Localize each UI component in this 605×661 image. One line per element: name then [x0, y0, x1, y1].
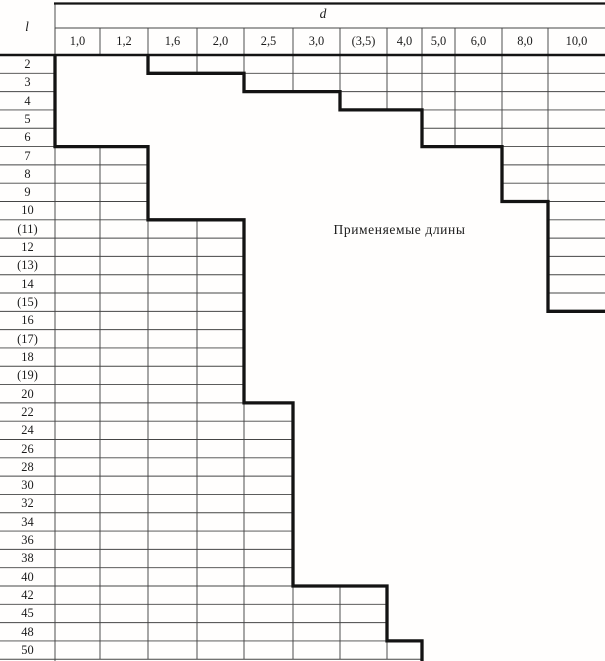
row-label: (13) — [17, 258, 38, 273]
row-label: (19) — [17, 368, 38, 383]
row-label: 38 — [21, 551, 34, 566]
row-label: 18 — [21, 349, 34, 364]
row-label: 9 — [24, 185, 31, 200]
row-label: 10 — [21, 203, 34, 218]
row-label: 30 — [21, 478, 34, 493]
row-label: 5 — [24, 111, 31, 126]
row-label: 22 — [21, 404, 34, 419]
col-header: 1,6 — [164, 34, 181, 48]
row-label: 3 — [24, 75, 31, 90]
col-header: 2,5 — [260, 34, 277, 48]
diameter-axis-label: d — [319, 6, 327, 21]
row-label: (15) — [17, 295, 38, 310]
row-label: (11) — [17, 221, 38, 236]
row-label: 40 — [21, 569, 34, 584]
row-label: 2 — [24, 57, 31, 71]
row-label: 45 — [21, 606, 34, 621]
col-header: 3,0 — [308, 34, 325, 48]
col-header: 10,0 — [565, 34, 588, 48]
row-label: 8 — [24, 166, 31, 181]
col-header: 2,0 — [212, 34, 229, 48]
row-label: 12 — [21, 240, 34, 255]
row-label: (17) — [17, 331, 38, 346]
col-header: (3,5) — [351, 34, 376, 48]
row-label: 20 — [21, 386, 34, 401]
row-label: 14 — [21, 276, 34, 291]
row-label: 6 — [24, 130, 31, 145]
length-axis-label: l — [25, 19, 29, 34]
col-header: 1,0 — [69, 34, 86, 48]
col-header: 5,0 — [430, 34, 447, 48]
col-header: 6,0 — [470, 34, 487, 48]
row-label: 36 — [21, 533, 34, 548]
row-label: 26 — [21, 441, 34, 456]
row-label: 42 — [21, 587, 34, 602]
row-label: 16 — [21, 313, 34, 328]
applicable-region-label: Применяемые длины — [333, 222, 466, 237]
col-header: 8,0 — [517, 34, 533, 48]
row-label: 48 — [21, 624, 34, 639]
col-header: 4,0 — [396, 34, 413, 48]
row-label: 4 — [24, 93, 31, 108]
row-label: 34 — [21, 514, 34, 529]
lower-step-boundary — [55, 55, 422, 661]
row-label: 32 — [21, 496, 34, 511]
row-label: 28 — [21, 459, 34, 474]
row-label: 7 — [24, 148, 31, 163]
row-label: 50 — [21, 642, 34, 657]
col-header: 1,2 — [116, 34, 132, 48]
row-label: 24 — [21, 423, 34, 438]
